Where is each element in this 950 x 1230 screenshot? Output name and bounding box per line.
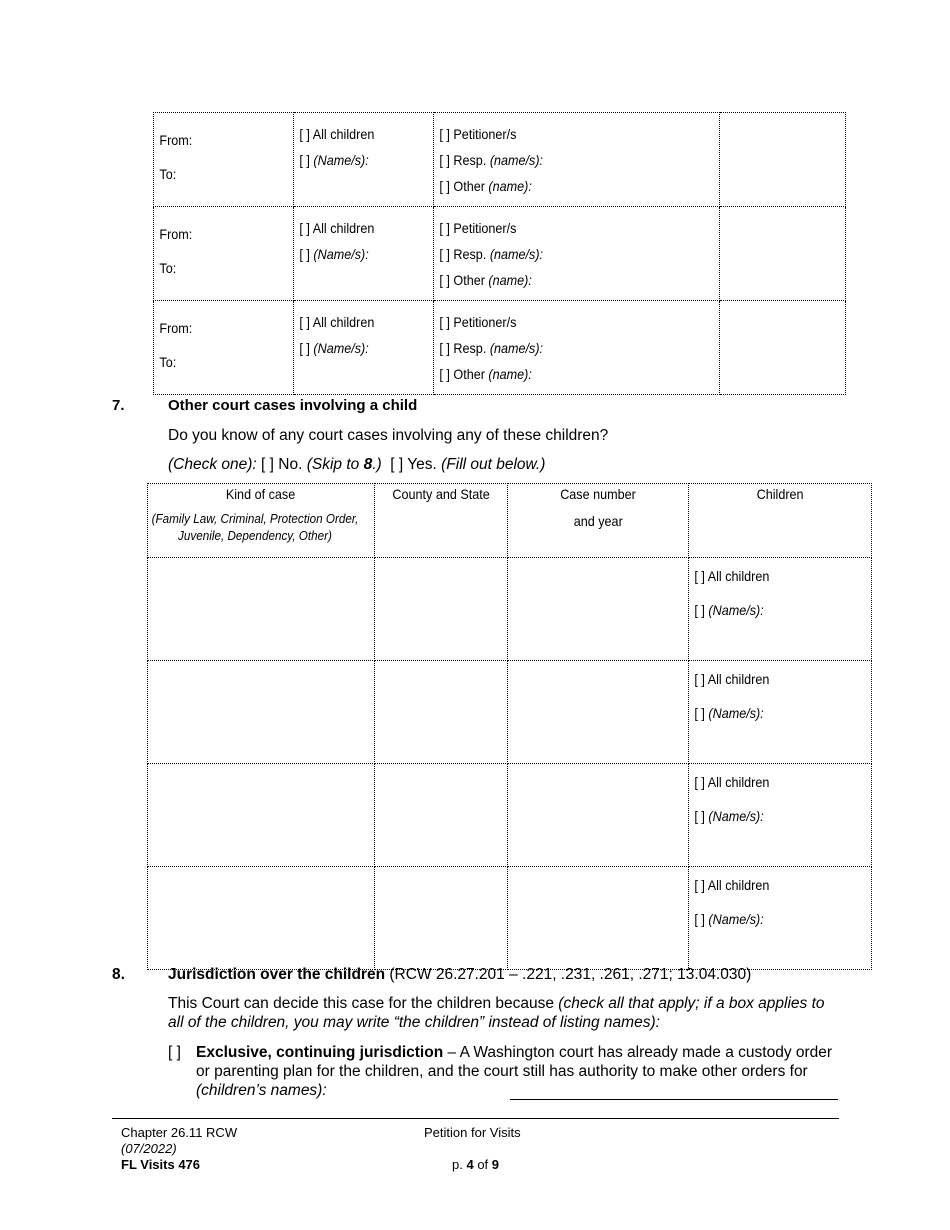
case-number-cell[interactable] xyxy=(508,558,689,661)
county-state-cell[interactable] xyxy=(375,558,508,661)
court-case-row xyxy=(148,867,872,970)
names-label: (Name/s): xyxy=(313,340,369,356)
resp-label: (name/s): xyxy=(489,340,544,356)
yes-checkbox[interactable]: [ ] Yes. xyxy=(381,456,442,473)
respondent-checkbox[interactable] xyxy=(439,147,685,173)
all-children-checkbox[interactable]: [ ] All children xyxy=(299,220,375,236)
other-box: [ ] Other xyxy=(439,366,489,382)
respondent-checkbox[interactable] xyxy=(439,241,685,267)
section-8-intro-italic: (check all that apply; if a box applies to all of the children, you may write “the children” instead of listing names): xyxy=(168,995,825,1031)
court-case-row xyxy=(148,558,872,661)
other-checkbox[interactable] xyxy=(439,361,685,387)
to-label: To: xyxy=(159,166,177,182)
date-range-cell xyxy=(154,207,294,301)
visits-table xyxy=(153,112,846,395)
case-year-label: and year xyxy=(573,513,623,529)
names-box: [ ] xyxy=(299,246,314,262)
exclusive-jurisdiction-title: Exclusive, continuing jurisdiction xyxy=(196,1044,444,1061)
check-one-label: (Check one): xyxy=(168,456,257,473)
children-names-field[interactable] xyxy=(510,1098,838,1100)
children-cell xyxy=(294,113,434,207)
county-state-cell[interactable] xyxy=(375,867,508,970)
court-cases-table xyxy=(147,483,872,970)
names-checkbox[interactable] xyxy=(694,597,847,623)
section-8-heading xyxy=(168,965,751,984)
from-label: From: xyxy=(159,226,193,242)
other-label: (name): xyxy=(488,178,532,194)
court-case-row xyxy=(148,661,872,764)
children-cell xyxy=(294,207,434,301)
section-8-number: 8. xyxy=(112,966,125,983)
names-box: [ ] xyxy=(299,152,314,168)
all-children-checkbox[interactable]: [ ] All children xyxy=(694,877,770,893)
resp-label: (name/s): xyxy=(489,246,544,262)
names-checkbox[interactable] xyxy=(299,335,413,361)
resp-box: [ ] Resp. xyxy=(439,340,490,356)
resp-box: [ ] Resp. xyxy=(439,246,490,262)
all-children-checkbox[interactable]: [ ] All children xyxy=(299,314,375,330)
exclusive-jurisdiction-text xyxy=(196,1043,836,1100)
names-label: (Name/s): xyxy=(708,911,764,927)
kind-of-case-label: Kind of case xyxy=(226,486,296,502)
resp-label: (name/s): xyxy=(489,152,544,168)
court-case-row xyxy=(148,764,872,867)
page-current: 4 xyxy=(466,1157,474,1172)
page-total: 9 xyxy=(491,1157,500,1172)
names-checkbox[interactable] xyxy=(694,700,847,726)
section-8-intro xyxy=(168,994,828,1032)
section-7-question: Do you know of any court cases involving any of these children? xyxy=(168,427,609,444)
other-checkbox[interactable] xyxy=(439,173,685,199)
names-checkbox[interactable] xyxy=(299,241,413,267)
case-number-cell[interactable] xyxy=(508,867,689,970)
visits-table-row xyxy=(154,113,846,207)
to-label: To: xyxy=(159,354,177,370)
case-number-label: Case number xyxy=(560,486,636,502)
visits-table-row xyxy=(154,207,846,301)
date-range-cell xyxy=(154,301,294,395)
header-children xyxy=(689,484,872,558)
fill-out-text: (Fill out below.) xyxy=(441,456,546,473)
all-children-checkbox[interactable]: [ ] All children xyxy=(694,568,770,584)
kind-of-case-cell[interactable] xyxy=(148,558,375,661)
all-children-checkbox[interactable]: [ ] All children xyxy=(694,671,770,687)
case-children-cell xyxy=(689,764,872,867)
case-children-cell xyxy=(689,661,872,764)
blank-cell[interactable] xyxy=(720,113,846,207)
names-box: [ ] xyxy=(299,340,314,356)
names-box: [ ] xyxy=(694,705,709,721)
from-label: From: xyxy=(159,320,193,336)
petitioner-checkbox[interactable]: [ ] Petitioner/s xyxy=(439,220,517,236)
visits-table-row xyxy=(154,301,846,395)
names-box: [ ] xyxy=(694,911,709,927)
exclusive-jurisdiction-body: – A Washington court has already made a custody order or parenting plan for the children, and the court still has authority to make other orders for xyxy=(196,1044,833,1080)
names-label: (Name/s): xyxy=(313,246,369,262)
court-cases-header-row xyxy=(148,484,872,558)
section-8-citation: (RCW 26.27.201 – .221, .231, .261, .271; 13.04.030) xyxy=(385,966,752,983)
skip-end: .) xyxy=(372,456,382,473)
names-label: (Name/s): xyxy=(708,705,764,721)
page-prefix: p. xyxy=(452,1157,467,1172)
kind-of-case-cell[interactable] xyxy=(148,867,375,970)
names-checkbox[interactable] xyxy=(299,147,413,173)
other-box: [ ] Other xyxy=(439,272,489,288)
case-children-cell xyxy=(689,867,872,970)
footer-date: (07/2022) xyxy=(121,1141,177,1156)
section-7-number: 7. xyxy=(112,397,125,414)
no-checkbox[interactable]: [ ] No. xyxy=(256,456,307,473)
section-7-title: Other court cases involving a child xyxy=(168,397,418,414)
names-checkbox[interactable] xyxy=(694,803,847,829)
other-label: (name): xyxy=(488,272,532,288)
case-number-cell[interactable] xyxy=(508,661,689,764)
names-box: [ ] xyxy=(694,808,709,824)
kind-of-case-cell[interactable] xyxy=(148,661,375,764)
header-county-state xyxy=(375,484,508,558)
names-label: (Name/s): xyxy=(708,808,764,824)
other-checkbox[interactable] xyxy=(439,267,685,293)
to-label: To: xyxy=(159,260,177,276)
children-label: Children xyxy=(756,486,804,502)
header-kind-of-case xyxy=(148,484,375,558)
petitioner-checkbox[interactable]: [ ] Petitioner/s xyxy=(439,126,517,142)
county-state-cell[interactable] xyxy=(375,764,508,867)
section-8-title: Jurisdiction over the children xyxy=(168,966,386,983)
all-children-checkbox[interactable]: [ ] All children xyxy=(694,774,770,790)
case-children-cell xyxy=(689,558,872,661)
other-label: (name): xyxy=(488,366,532,382)
county-state-cell[interactable] xyxy=(375,661,508,764)
all-children-checkbox[interactable]: [ ] All children xyxy=(299,126,375,142)
header-case-number xyxy=(508,484,689,558)
kind-of-case-cell[interactable] xyxy=(148,764,375,867)
names-checkbox[interactable] xyxy=(694,906,847,932)
children-names-label: (children’s names): xyxy=(196,1082,327,1099)
footer-divider xyxy=(112,1118,839,1119)
other-box: [ ] Other xyxy=(439,178,489,194)
section-7-check-one xyxy=(168,455,545,474)
names-box: [ ] xyxy=(694,602,709,618)
kind-of-case-note: (Family Law, Criminal, Protection Order, Juvenile, Dependency, Other) xyxy=(151,511,359,543)
skip-text: (Skip to xyxy=(306,456,364,473)
footer-form-title: Petition for Visits xyxy=(424,1125,521,1140)
supervisor-cell xyxy=(434,301,720,395)
resp-box: [ ] Resp. xyxy=(439,152,490,168)
exclusive-jurisdiction-checkbox[interactable]: [ ] xyxy=(168,1044,181,1061)
names-label: (Name/s): xyxy=(708,602,764,618)
date-range-cell xyxy=(154,113,294,207)
names-label: (Name/s): xyxy=(313,152,369,168)
respondent-checkbox[interactable] xyxy=(439,335,685,361)
blank-cell[interactable] xyxy=(720,301,846,395)
footer-page-number xyxy=(452,1157,499,1172)
footer-chapter: Chapter 26.11 RCW xyxy=(121,1125,238,1140)
section-8-intro-plain: This Court can decide this case for the children because xyxy=(168,995,559,1012)
supervisor-cell xyxy=(434,207,720,301)
county-state-label: County and State xyxy=(392,486,490,502)
case-number-cell[interactable] xyxy=(508,764,689,867)
supervisor-cell xyxy=(434,113,720,207)
petitioner-checkbox[interactable]: [ ] Petitioner/s xyxy=(439,314,517,330)
children-cell xyxy=(294,301,434,395)
skip-number: 8 xyxy=(363,456,373,473)
page-of: of xyxy=(473,1157,492,1172)
blank-cell[interactable] xyxy=(720,207,846,301)
footer-form-id: FL Visits 476 xyxy=(121,1157,201,1172)
from-label: From: xyxy=(159,132,193,148)
